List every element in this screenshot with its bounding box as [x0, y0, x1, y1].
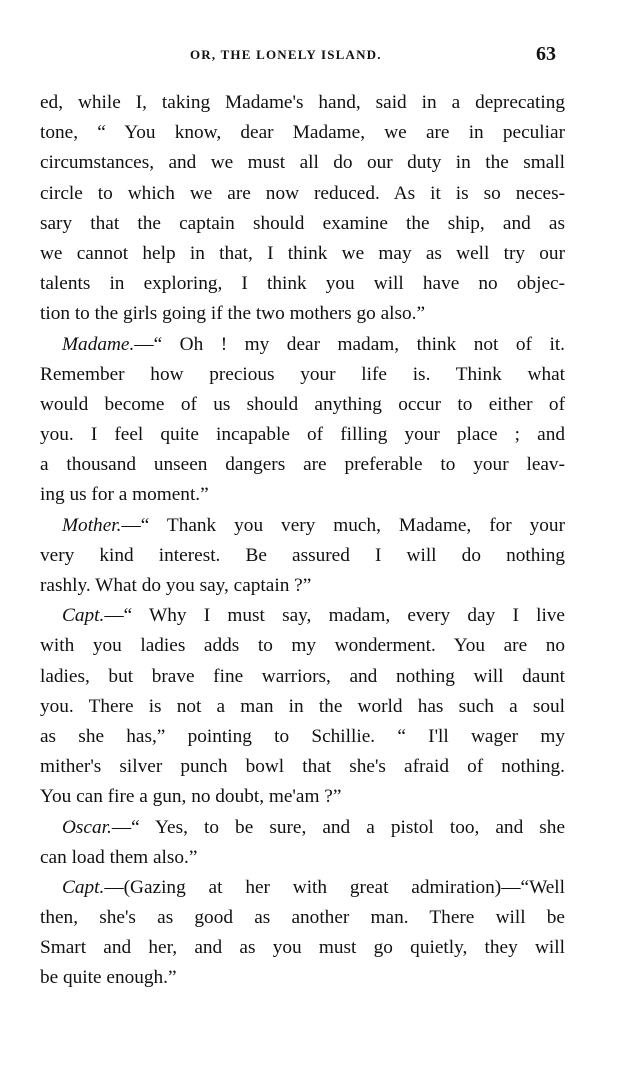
text-line — [40, 480, 565, 510]
line-text: —“ Why I must say, madam, every day I live — [104, 605, 565, 627]
line-text: with you ladies adds to my wonderment. You are no — [40, 635, 565, 657]
text-line — [40, 903, 565, 933]
line-text: would become of us should anything occur to either of — [40, 393, 565, 415]
line-text: you. There is not a man in the world has such a soul — [40, 695, 565, 717]
line-text: ed, while I, taking Madame's hand, said in a deprecating — [40, 92, 565, 113]
line-text: rashly. What do you say, captain ?” — [40, 575, 312, 596]
dialogue-line — [40, 873, 565, 903]
line-text: be quite enough.” — [40, 967, 177, 989]
text-line — [40, 752, 565, 782]
body-text — [40, 88, 565, 994]
line-text: as she has,” pointing to Schillie. “ I'll wager my — [40, 725, 565, 747]
line-text: Remember how precious your life is. Think what — [40, 363, 565, 385]
line-text: —(Gazing at her with great admiration)—“Well — [104, 876, 565, 898]
line-text: sary that the captain should examine the ship, and as — [40, 212, 565, 234]
text-line — [40, 782, 565, 812]
line-text: You can fire a gun, no doubt, me'am ?” — [40, 786, 342, 808]
running-title: OR, THE LONELY ISLAND. — [190, 47, 382, 62]
dialogue-line — [40, 601, 565, 631]
line-text: can load them also.” — [40, 846, 198, 868]
text-line — [40, 450, 565, 480]
line-text: we cannot help in that, I think we may as well try our — [40, 242, 565, 264]
text-line — [40, 148, 565, 178]
speaker-name: Oscar. — [62, 816, 112, 838]
page-number: 63 — [536, 43, 556, 65]
text-line — [40, 963, 565, 993]
dialogue-line — [40, 813, 565, 843]
text-line — [40, 88, 565, 118]
dialogue-line — [40, 511, 565, 541]
text-line — [40, 390, 565, 420]
text-line — [40, 360, 565, 390]
text-line — [40, 571, 565, 601]
text-line — [40, 299, 565, 329]
text-line — [40, 662, 565, 692]
line-text: circumstances, and we must all do our duty in the small — [40, 152, 565, 174]
line-text: talents in exploring, I think you will have no objec- — [40, 273, 565, 295]
line-text: you. I feel quite incapable of filling your place ; and — [40, 424, 565, 446]
line-text: tion to the girls going if the two mothers go also.” — [40, 303, 426, 325]
line-text: —“ Yes, to be sure, and a pistol too, and she — [111, 816, 565, 838]
line-text: —“ Oh ! my dear madam, think not of it. — [134, 333, 565, 355]
text-line — [40, 631, 565, 661]
line-text: mither's silver punch bowl that she's afraid of nothing. — [40, 756, 565, 778]
line-text: then, she's as good as another man. There will be — [40, 907, 565, 929]
line-text: —“ Thank you very much, Madame, for your — [121, 514, 565, 536]
speaker-name: Capt. — [62, 876, 105, 898]
text-line — [40, 118, 565, 148]
line-text: ladies, but brave fine warriors, and nothing will daunt — [40, 665, 565, 687]
speaker-name: Mother. — [62, 514, 122, 536]
line-text: Smart and her, and as you must go quietly, they will — [40, 937, 565, 959]
text-line — [40, 843, 565, 873]
text-line — [40, 692, 565, 722]
text-line — [40, 239, 565, 269]
speaker-name: Capt. — [62, 605, 105, 627]
line-text: a thousand unseen dangers are preferable to your leav- — [40, 454, 565, 476]
line-text: circle to which we are now reduced. As it is so neces- — [40, 182, 565, 204]
speaker-name: Madame. — [62, 333, 135, 355]
text-line — [40, 933, 565, 963]
text-line — [40, 722, 565, 752]
text-line — [40, 269, 565, 299]
line-text: ing us for a moment.” — [40, 484, 209, 506]
text-line — [40, 420, 565, 450]
text-line — [40, 179, 565, 209]
line-text: very kind interest. Be assured I will do nothing — [40, 544, 565, 566]
running-head — [0, 43, 638, 69]
text-line — [40, 209, 565, 239]
dialogue-line — [40, 330, 565, 360]
line-text: tone, “ You know, dear Madame, we are in peculiar — [40, 122, 565, 144]
text-line — [40, 541, 565, 571]
